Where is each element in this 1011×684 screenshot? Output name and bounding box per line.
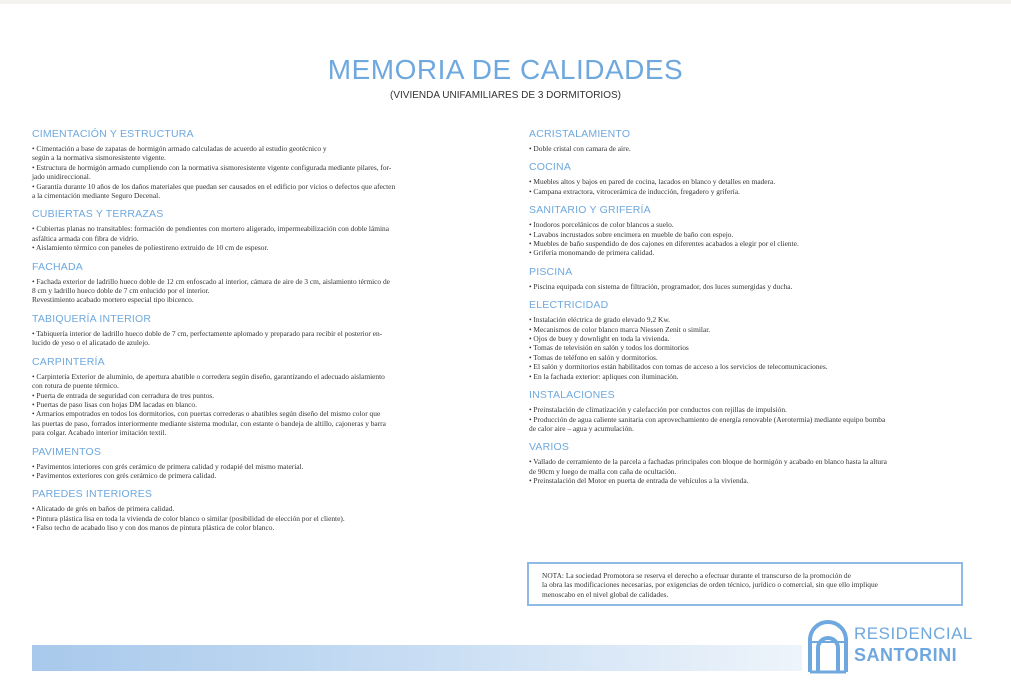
section-line: • Tabiquería interior de ladrillo hueco doble de 7 cm, perfectamente aplomado y preparado para recibir el posterior en- [32,328,383,338]
note-line: menoscabo en el nivel global de calidades. [542,589,669,599]
logo-text-santorini: SANTORINI [854,645,958,665]
section-line: • Garantía durante 10 años de los daños materiales que puedan ser causados en el edificio por vicios o defectos que afecten [32,181,396,191]
section-line: lucido de yeso o el alicatado de azulejo. [32,338,150,348]
section-line: • Tomas de teléfono en salón y dormitorios. [529,352,658,362]
section-heading: SANITARIO Y GRIFERÍA [529,204,651,217]
section-line: asfáltica armada con fibra de vidrio. [32,233,139,243]
section-heading: PISCINA [529,265,573,278]
section-heading: PAVIMENTOS [32,445,102,458]
section-line: • El salón y dormitorios están habilitados con tomas de acceso a los servicios de telecomunicaciones. [529,362,828,372]
section-line: • Campana extractora, vitrocerámica de inducción, fregadero y grifería. [529,186,740,196]
section-line: de calor aire – agua y acumulación. [529,423,634,433]
section-line: • Puertas de paso lisas con hojas DM lacadas en blanco. [32,399,197,409]
section-items [529,220,981,258]
section-line: jado unidireccional. [32,172,91,182]
section-items [32,329,484,348]
section-heading: TABIQUERÍA INTERIOR [32,312,152,325]
section-line: • Falso techo de acabado liso y con dos manos de pintura plástica de color blanco. [32,523,275,533]
section-heading: VARIOS [529,441,570,454]
section-line: • Grifería monomando de primera calidad. [529,248,655,258]
section-line: • Fachada exterior de ladrillo hueco doble de 12 cm enfoscado al interior, cámara de aire de 3 cm, aislamiento térmico de [32,276,390,286]
section-line: • Carpintería Exterior de aluminio, de apertura abatible o corredera según diseño, garantizando el adecuado aislamiento [32,371,385,381]
section-items [529,457,981,485]
section-line: • Muebles altos y bajos en pared de cocina, lacados en blanco y detalles en madera. [529,177,776,187]
arch-door-icon [806,618,850,674]
section-items [529,315,981,381]
section-line: • Doble cristal con camara de aire. [529,144,631,153]
document-page [0,4,1011,684]
section-heading: CIMENTACIÓN Y ESTRUCTURA [32,128,194,140]
section-items [32,144,484,200]
section-line: • Pintura plástica lisa en toda la vivienda de color blanco o similar (posibilidad de elección por el cliente). [32,513,345,523]
section-line: • Puerta de entrada de seguridad con cerradura de tres puntos. [32,390,215,400]
section-heading: FACHADA [32,260,83,273]
section-line: • Armarios empotrados en todos los dormitorios, con puertas correderas o abatibles según diseño del mismo color que [32,409,381,419]
section-line: • Vallado de cerramiento de la parcela a fachadas principales con bloque de hormigón y acabado en blanco hasta la altura [529,457,887,467]
section-heading: CUBIERTAS Y TERRAZAS [32,208,164,221]
section-line: 8 cm y ladrillo hueco doble de 7 cm enlucido por el interior. [32,286,210,296]
section-items [529,282,981,291]
note-line: NOTA: La sociedad Promotora se reserva el derecho a efectuar durante el transcurso de la promoción de [542,571,851,580]
section-line: • Pavimentos exteriores con grés cerámico de primera calidad. [32,470,217,480]
section-items [32,462,484,481]
residencial-logo [806,618,996,674]
section-items [529,177,981,196]
section-line: • Estructura de hormigón armado cumpliendo con la normativa sismoresistente vigente configurada mediante pilares, for- [32,162,392,172]
section-line: • Mecanismos de color blanco marca Niessen Zenit o similar. [529,324,711,334]
section-line: • Pavimentos interiores con grés cerámico de primera calidad y rodapié del mismo material. [32,461,304,471]
page-title: MEMORIA DE CALIDADES [327,54,684,85]
section-line: • Cubiertas planas no transitables: formación de pendientes con mortero aligerado, impermeabilización con doble lámina [32,224,390,234]
section-heading: PAREDES INTERIORES [32,488,153,501]
section-heading: COCINA [529,161,572,174]
section-line: • Preinstalación del Motor en puerta de entrada de vehículos a la vivienda. [529,476,749,486]
section-line: con rotura de puente térmico. [32,381,119,391]
disclaimer-note [527,562,963,606]
footer-band [32,645,802,671]
section-line: • Cimentación a base de zapatas de hormigón armado calculadas de acuerdo al estudio geotécnico y [32,144,327,153]
section-line: • Instalación eléctrica de grado elevado 9,2 Kw. [529,315,671,325]
section-items [529,144,981,153]
section-line: para colgar. Acabado interior imitación textil. [32,428,167,438]
section-heading: INSTALACIONES [529,389,615,402]
section-line: • Muebles de baño suspendido de dos cajones en diferentes acabados a elegir por el cliente. [529,239,799,249]
section-line: según a la normativa sismoresistente vigente. [32,153,166,163]
section-items [32,224,484,252]
section-heading: ELECTRICIDAD [529,299,609,312]
section-line: • En la fachada exterior: apliques con iluminación. [529,371,679,381]
section-line: Revestimiento acabado mortero especial tipo ibicenco. [32,295,194,305]
section-line: • Alicatado de grés en baños de primera calidad. [32,504,175,514]
section-line: • Lavabos incrustados sobre encimera en mueble de baño con espejo. [529,229,734,239]
section-items [32,277,484,305]
right-column [529,128,981,494]
section-line: • Producción de agua caliente sanitaria con aprovechamiento de energía renovable (Aerotermia) mediante equipo bomba [529,414,886,424]
section-line: • Piscina equipada con sistema de filtración, programador, dos luces sumergidas y ducha. [529,281,793,291]
section-items [32,504,484,532]
section-items [529,405,981,433]
section-items [32,372,484,438]
logo-text-residencial: RESIDENCIAL [854,624,973,643]
note-line: la obra las modificaciones necesarias, por exigencias de orden técnico, jurídico o comercial, sin que ello implique [542,580,878,590]
section-line: • Tomas de televisión en salón y todos los dormitorios [529,343,689,353]
section-line: • Preinstalación de climatización y calefacción por conductos con rejillas de impulsión. [529,405,787,415]
section-line: • Ojos de buey y downlight en toda la vivienda. [529,334,670,344]
section-line: • Aislamiento térmico con paneles de poliestireno extruido de 10 cm de espesor. [32,243,269,253]
section-line: a la cimentación mediante Seguro Decenal. [32,191,161,201]
section-line: • Inodoros porcelánicos de color blancos a suelo. [529,220,674,230]
section-line: las puertas de paso, forrados interiormente mediante sistema modular, con estante o bandeja de altillo, cajoneras y barra [32,418,386,428]
section-line: de 90cm y luego de malla con caña de ocultación. [529,466,677,476]
left-column [32,128,484,541]
section-heading: CARPINTERÍA [32,355,105,368]
section-heading: ACRISTALAMIENTO [529,128,631,140]
page-subtitle: (VIVIENDA UNIFAMILIARES DE 3 DORMITORIOS) [390,90,621,101]
